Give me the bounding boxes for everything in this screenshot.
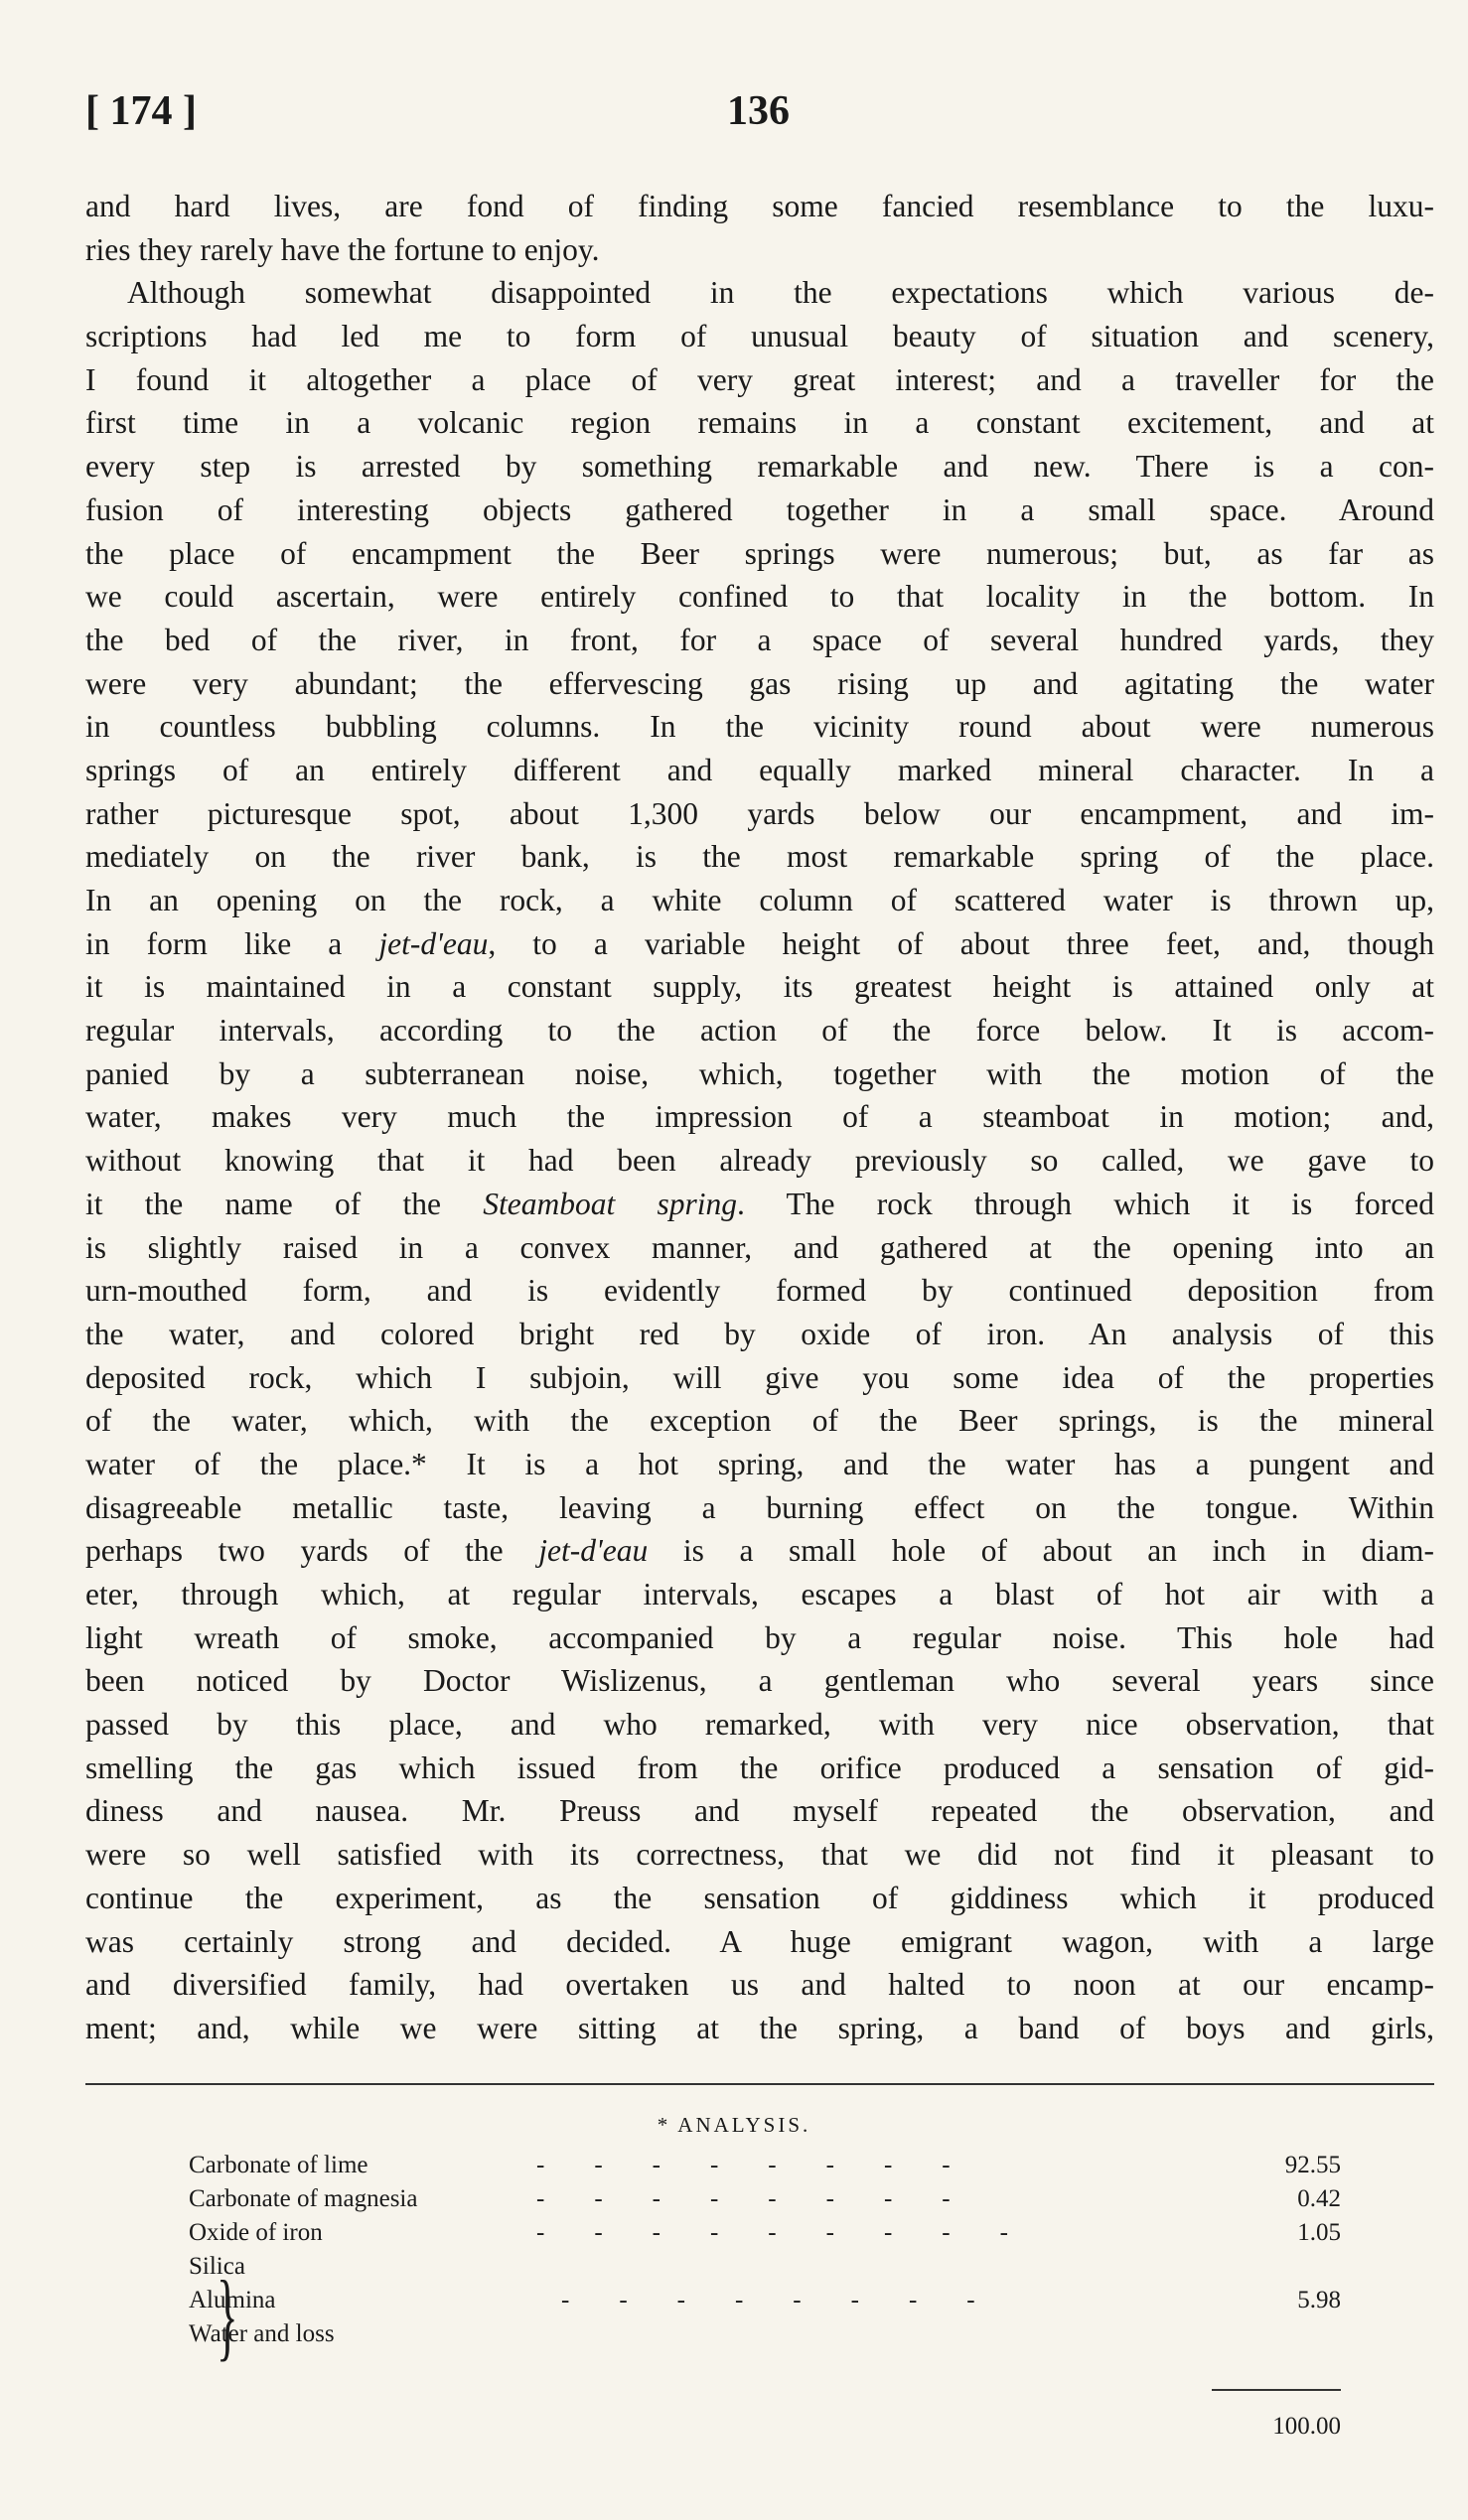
text-line: we could ascertain, were entirely confined to that locality in the bottom. In bbox=[85, 579, 1434, 615]
text-line: perhaps two yards of the jet-d'eau is a small hole of about an inch in diam- bbox=[85, 1533, 1434, 1569]
text-line: was certainly strong and decided. A huge emigrant wagon, with a large bbox=[85, 1923, 1434, 1959]
text-line: In an opening on the rock, a white column of scattered water is thrown up, bbox=[85, 883, 1434, 917]
text-line: fusion of interesting objects gathered together in a small space. Around bbox=[85, 491, 1434, 527]
text-line: been noticed by Doctor Wislizenus, a gentleman who several years since bbox=[85, 1663, 1434, 1699]
text-line: it the name of the Steamboat spring. The rock through which it is forced bbox=[85, 1186, 1434, 1221]
analysis-component: Water and loss bbox=[189, 2320, 335, 2347]
text-line: smelling the gas which issued from the orifice produced a sensation of gid- bbox=[85, 1750, 1434, 1785]
text-line: scriptions had led me to form of unusual beauty of situation and scenery, bbox=[85, 319, 1434, 354]
analysis-row bbox=[189, 2250, 1341, 2284]
text-line: I found it altogether a place of very great interest; and a traveller for the bbox=[85, 361, 1434, 397]
text-line: and diversified family, had overtaken us and halted to noon at our encamp- bbox=[85, 1967, 1434, 2003]
text-line: ries they rarely have the fortune to enjoy. bbox=[85, 231, 600, 267]
text-line: passed by this place, and who remarked, with very nice observation, that bbox=[85, 1707, 1434, 1743]
analysis-leader: - - - - - - - - bbox=[536, 2185, 951, 2212]
text-line: disagreeable metallic taste, leaving a burning effect on the tongue. Within bbox=[85, 1489, 1434, 1525]
text-line: diness and nausea. Mr. Preuss and myself repeated the observation, and bbox=[85, 1793, 1434, 1829]
analysis-value: 5.98 bbox=[1297, 2287, 1341, 2313]
analysis-component: Alumina bbox=[189, 2287, 276, 2313]
analysis-value: 1.05 bbox=[1297, 2219, 1341, 2246]
text-line: is slightly raised in a convex manner, and gathered at the opening into an bbox=[85, 1229, 1434, 1265]
text-line: were so well satisfied with its correctness, that we did not find it pleasant to bbox=[85, 1837, 1434, 1873]
text-line: the place of encampment the Beer springs were numerous; but, as far as bbox=[85, 535, 1434, 571]
text-line: eter, through which, at regular intervals, escapes a blast of hot air with a bbox=[85, 1577, 1434, 1611]
text-line: springs of an entirely different and equally marked mineral character. In a bbox=[85, 752, 1434, 787]
text-line: rather picturesque spot, about 1,300 yards below our encampment, and im- bbox=[85, 795, 1434, 831]
text-line: Although somewhat disappointed in the expectations which various de- bbox=[127, 275, 1434, 311]
analysis-component: Silica bbox=[189, 2253, 245, 2280]
analysis-total: 100.00 bbox=[1272, 2413, 1341, 2440]
analysis-leader: - - - - - - - - - bbox=[536, 2219, 1008, 2246]
text-line: the water, and colored bright red by oxide of iron. An analysis of this bbox=[85, 1316, 1434, 1351]
text-line: without knowing that it had been already previously so called, we gave to bbox=[85, 1143, 1434, 1179]
analysis-value: 0.42 bbox=[1297, 2185, 1341, 2212]
analysis-component: Oxide of iron bbox=[189, 2219, 323, 2246]
analysis-table bbox=[189, 2149, 1341, 2351]
analysis-row bbox=[189, 2149, 1341, 2182]
footnote-divider bbox=[85, 2083, 1434, 2085]
text-line: the bed of the river, in front, for a space of several hundred yards, they bbox=[85, 622, 1434, 657]
text-line: it is maintained in a constant supply, its greatest height is attained only at bbox=[85, 969, 1434, 1005]
text-line: mediately on the river bank, is the most remarkable spring of the place. bbox=[85, 839, 1434, 875]
total-rule bbox=[1212, 2389, 1341, 2391]
analysis-component: Carbonate of magnesia bbox=[189, 2185, 418, 2212]
analysis-row bbox=[189, 2284, 1341, 2317]
text-line: in countless bubbling columns. In the vicinity round about were numerous bbox=[85, 709, 1434, 745]
analysis-leader: - - - - - - - - bbox=[536, 2287, 975, 2313]
text-line: urn-mouthed form, and is evidently formed by continued deposition from bbox=[85, 1273, 1434, 1309]
body-text bbox=[85, 185, 1434, 2050]
text-line: in form like a jet-d'eau, to a variable height of about three feet, and, though bbox=[85, 925, 1434, 961]
analysis-component: Carbonate of lime bbox=[189, 2152, 368, 2178]
text-line: were very abundant; the effervescing gas rising up and agitating the water bbox=[85, 665, 1434, 701]
text-line: of the water, which, with the exception of the Beer springs, is the mineral bbox=[85, 1403, 1434, 1439]
text-line: deposited rock, which I subjoin, will give you some idea of the properties bbox=[85, 1359, 1434, 1395]
text-line: light wreath of smoke, accompanied by a regular noise. This hole had bbox=[85, 1619, 1434, 1655]
text-line: first time in a volcanic region remains in a constant excitement, and at bbox=[85, 405, 1434, 441]
analysis-row bbox=[189, 2216, 1341, 2250]
analysis-value: 92.55 bbox=[1284, 2152, 1341, 2178]
analysis-leader: - - - - - - - - bbox=[536, 2152, 951, 2178]
text-line: and hard lives, are fond of finding some fancied resemblance to the luxu- bbox=[85, 189, 1434, 223]
brace-glyph: } bbox=[217, 2260, 238, 2370]
footnote-title: * ANALYSIS. bbox=[657, 2113, 811, 2137]
text-line: panied by a subterranean noise, which, together with the motion of the bbox=[85, 1055, 1434, 1091]
text-line: water of the place.* It is a hot spring, and the water has a pungent and bbox=[85, 1446, 1434, 1481]
page-header bbox=[85, 87, 1436, 147]
text-line: continue the experiment, as the sensation of giddiness which it produced bbox=[85, 1880, 1434, 1915]
text-line: water, makes very much the impression of a steamboat in motion; and, bbox=[85, 1099, 1434, 1135]
page-number: 136 bbox=[727, 88, 790, 134]
text-line: ment; and, while we were sitting at the spring, a band of boys and girls, bbox=[85, 2010, 1434, 2045]
document-number: [ 174 ] bbox=[85, 88, 197, 134]
text-line: regular intervals, according to the action of the force below. It is accom- bbox=[85, 1013, 1434, 1049]
analysis-row bbox=[189, 2317, 1341, 2351]
text-line: every step is arrested by something remarkable and new. There is a con- bbox=[85, 449, 1434, 485]
analysis-row bbox=[189, 2182, 1341, 2216]
